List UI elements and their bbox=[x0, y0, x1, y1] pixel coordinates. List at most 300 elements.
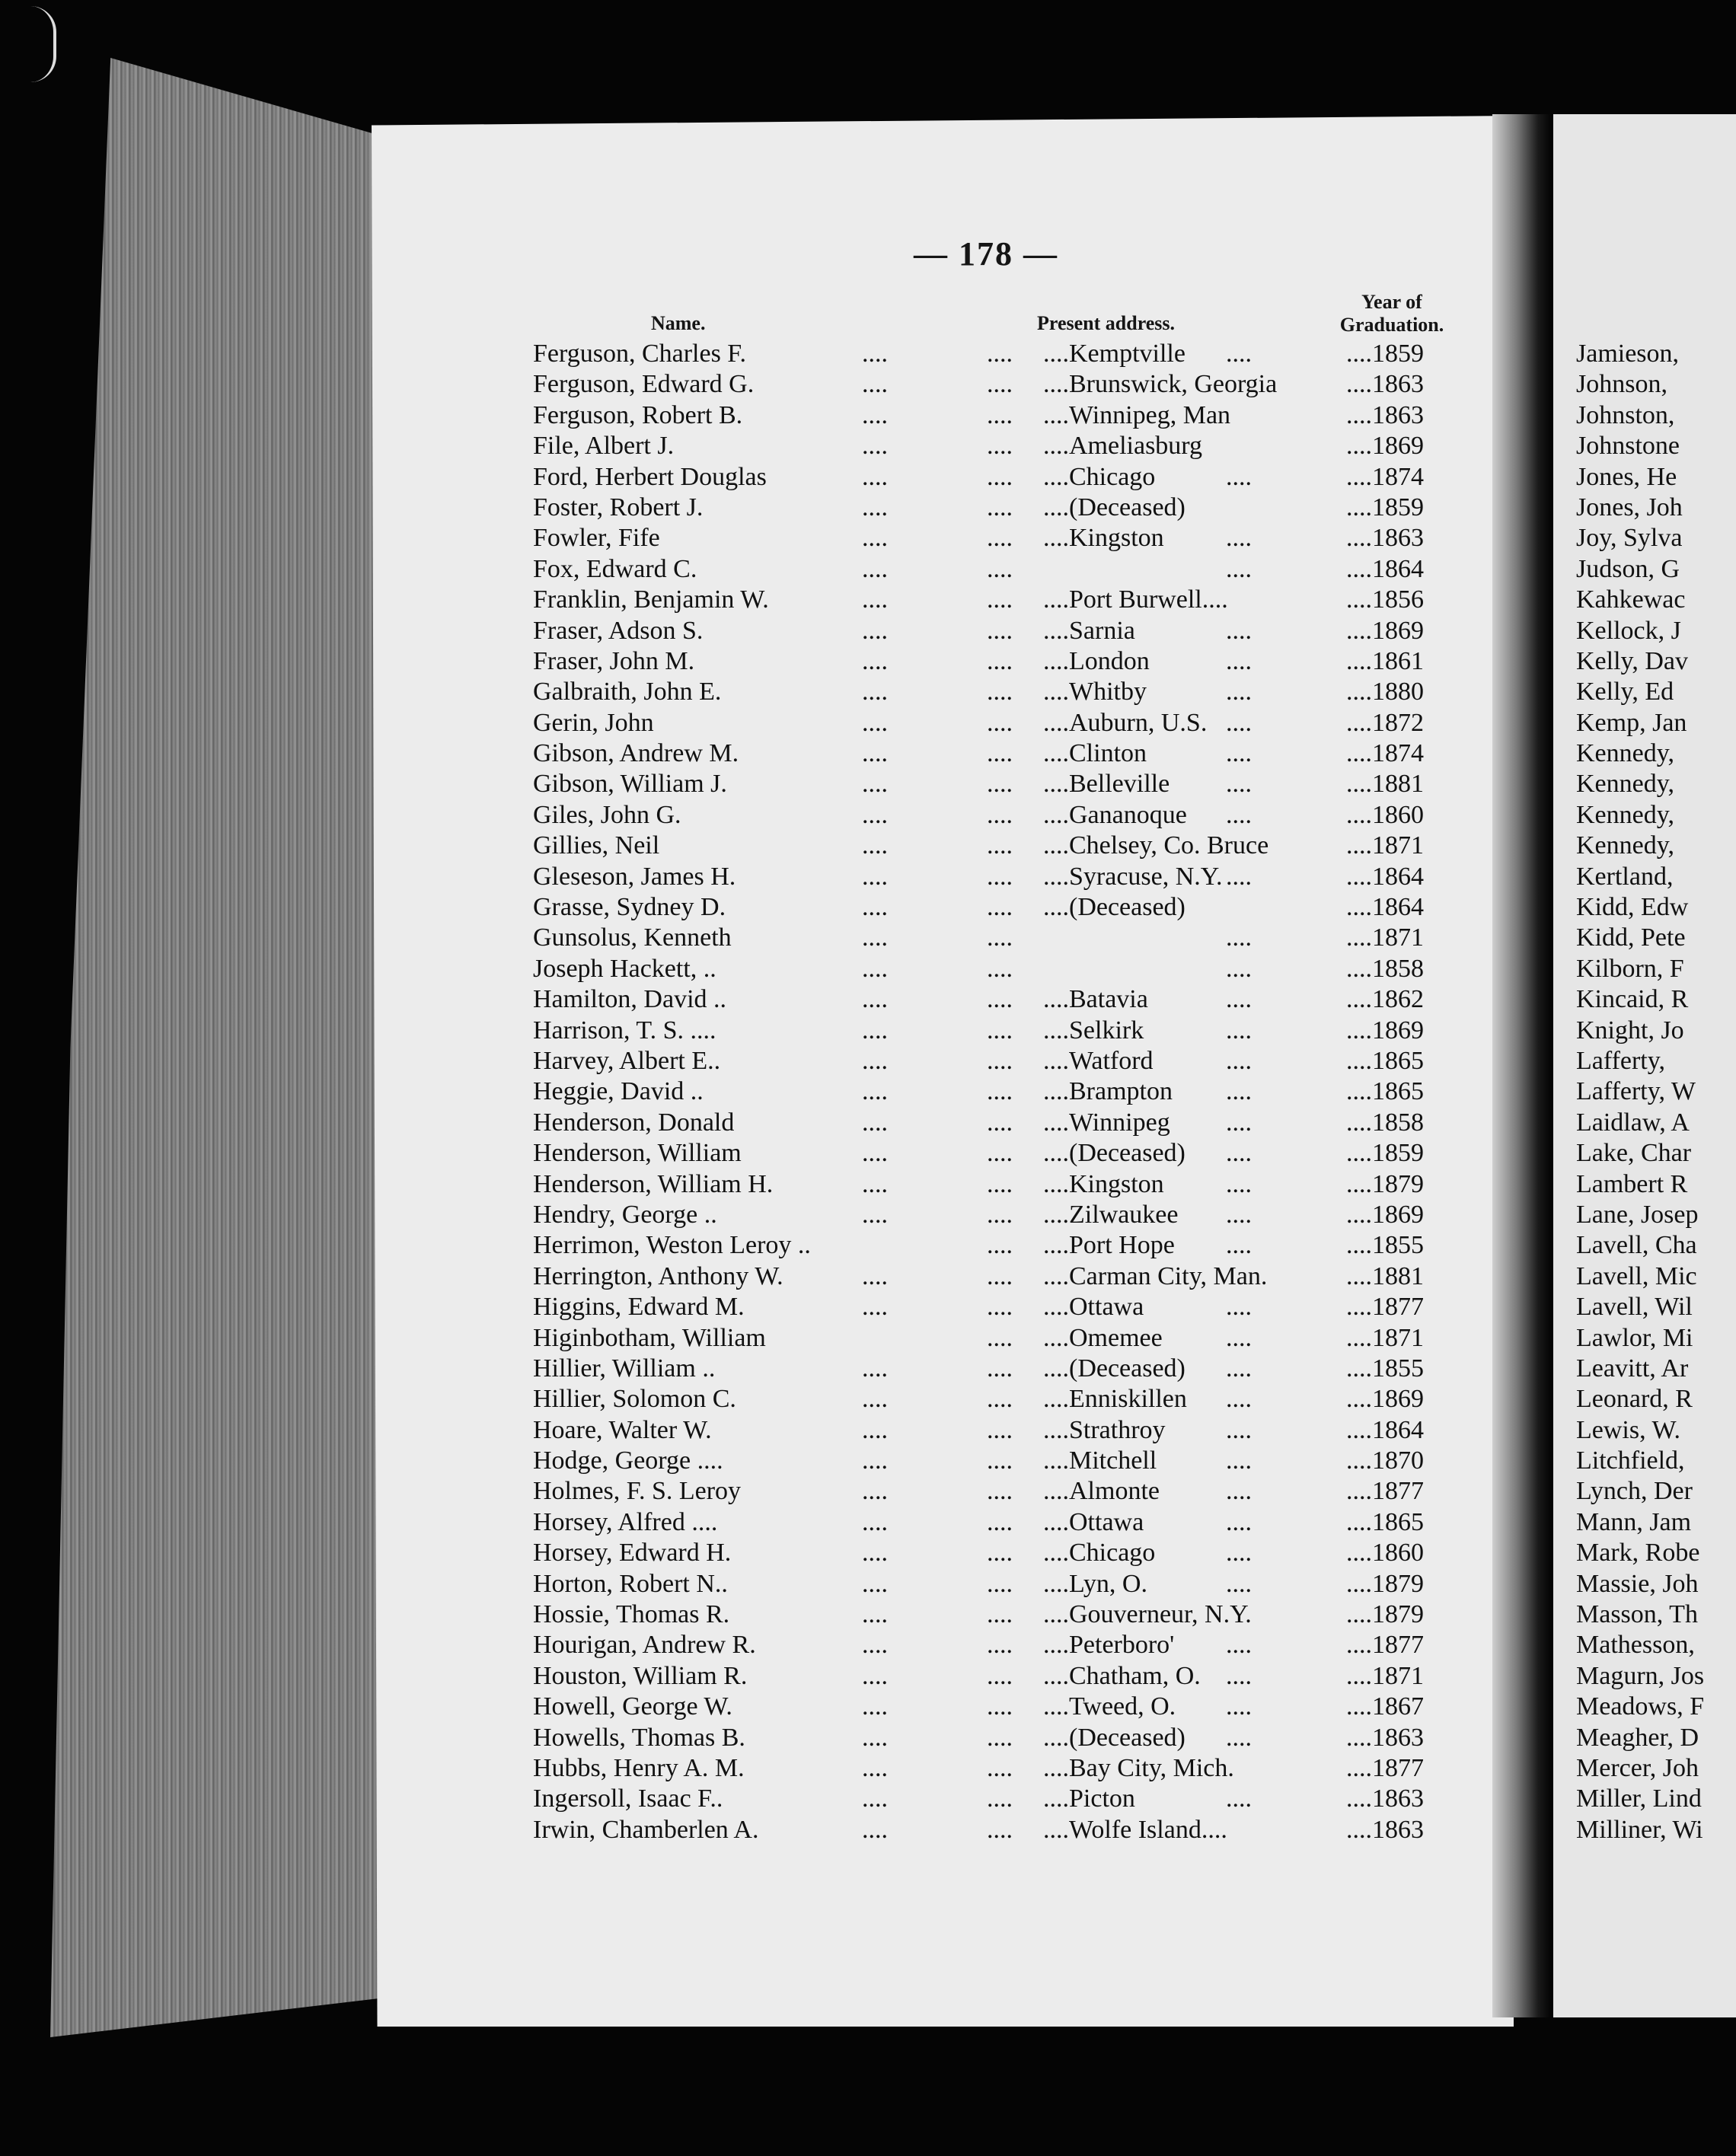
leader-dots: .... bbox=[862, 1385, 888, 1414]
leader-dots: .... bbox=[987, 462, 1013, 491]
graduate-name: Hamilton, David .. bbox=[533, 985, 727, 1014]
graduate-address: ....(Deceased) bbox=[1043, 1354, 1186, 1383]
leader-dots: .... bbox=[1226, 1415, 1252, 1444]
graduate-address: ....Chelsey, Co. Bruce bbox=[1043, 831, 1269, 860]
graduate-name: Hodge, George .... bbox=[533, 1446, 723, 1475]
graduation-year: ....1860 bbox=[1346, 800, 1424, 829]
leader-dots: .... bbox=[1226, 1108, 1252, 1137]
leader-dots: .... bbox=[1226, 1477, 1252, 1506]
graduate-name: Ingersoll, Isaac F.. bbox=[533, 1784, 723, 1813]
graduation-year: ....1881 bbox=[1346, 1261, 1424, 1290]
graduate-name: Henderson, William H. bbox=[533, 1169, 774, 1198]
graduate-address: ....(Deceased) bbox=[1043, 1723, 1186, 1752]
header-year-line1: Year of bbox=[1361, 291, 1422, 313]
leader-dots: .... bbox=[987, 1784, 1013, 1813]
graduate-address: ....Ottawa bbox=[1043, 1293, 1144, 1322]
leader-dots: .... bbox=[987, 400, 1013, 429]
leader-dots: .... bbox=[862, 1600, 888, 1629]
graduate-name: Higgins, Edward M. bbox=[533, 1293, 745, 1322]
graduate-name: Franklin, Benjamin W. bbox=[533, 585, 769, 614]
leader-dots: .... bbox=[987, 1139, 1013, 1168]
right-page-entry: Miller, Lind bbox=[1576, 1784, 1702, 1813]
graduate-address: ....Kingston bbox=[1043, 524, 1164, 553]
graduate-name: Houston, William R. bbox=[533, 1661, 748, 1690]
graduate-address: ....London bbox=[1043, 646, 1150, 675]
graduation-year: ....1864 bbox=[1346, 893, 1424, 922]
graduate-name: Harvey, Albert E.. bbox=[533, 1046, 721, 1075]
graduate-name: Hossie, Thomas R. bbox=[533, 1600, 730, 1629]
graduate-name: Howell, George W. bbox=[533, 1692, 732, 1721]
leader-dots: .... bbox=[862, 985, 888, 1014]
right-page-entry: Kennedy, bbox=[1576, 739, 1675, 768]
leader-dots: .... bbox=[987, 340, 1013, 368]
leader-dots: .... bbox=[1226, 1293, 1252, 1322]
leader-dots: .... bbox=[1226, 646, 1252, 675]
graduate-address: ....Tweed, O. bbox=[1043, 1692, 1176, 1721]
leader-dots: .... bbox=[987, 432, 1013, 461]
right-page-entry: Lavell, Cha bbox=[1576, 1231, 1697, 1260]
leader-dots: .... bbox=[862, 1477, 888, 1506]
graduation-year: ....1863 bbox=[1346, 400, 1424, 429]
graduate-address: ....Selkirk bbox=[1043, 1016, 1144, 1045]
graduate-address: ....Wolfe Island.... bbox=[1043, 1815, 1227, 1844]
leader-dots: .... bbox=[987, 708, 1013, 737]
leader-dots: .... bbox=[862, 646, 888, 675]
leader-dots: .... bbox=[1226, 1077, 1252, 1106]
graduate-name: Fraser, Adson S. bbox=[533, 616, 704, 645]
graduate-name: Horsey, Edward H. bbox=[533, 1539, 732, 1568]
header-year bbox=[1323, 291, 1460, 336]
graduation-year: ....1855 bbox=[1346, 1354, 1424, 1383]
right-page-entry: Mann, Jam bbox=[1576, 1507, 1692, 1536]
leader-dots: .... bbox=[862, 1446, 888, 1475]
right-page-entry: Kelly, Dav bbox=[1576, 646, 1688, 675]
leader-dots: .... bbox=[862, 1723, 888, 1752]
leader-dots: .... bbox=[987, 616, 1013, 645]
graduate-address: ....Kingston bbox=[1043, 1169, 1164, 1198]
graduation-year: ....1864 bbox=[1346, 554, 1424, 583]
leader-dots: .... bbox=[862, 1261, 888, 1290]
right-page-entry: Jamieson, bbox=[1576, 340, 1680, 368]
leader-dots: .... bbox=[1226, 862, 1252, 891]
graduate-address: ....Whitby bbox=[1043, 678, 1147, 706]
right-page-list bbox=[1576, 340, 1736, 1846]
leader-dots: .... bbox=[987, 893, 1013, 922]
leader-dots: .... bbox=[862, 1631, 888, 1660]
leader-dots: .... bbox=[1226, 1784, 1252, 1813]
graduate-name: Higinbotham, William bbox=[533, 1323, 766, 1352]
right-page-entry: Jones, He bbox=[1576, 462, 1677, 491]
graduate-name: Joseph Hackett, .. bbox=[533, 954, 716, 983]
leader-dots: .... bbox=[987, 1600, 1013, 1629]
right-page-entry: Kidd, Edw bbox=[1576, 893, 1689, 922]
graduate-address: ....(Deceased) bbox=[1043, 893, 1186, 922]
right-page-entry: Kidd, Pete bbox=[1576, 923, 1686, 952]
right-page-entry: Meagher, D bbox=[1576, 1723, 1699, 1752]
leader-dots: .... bbox=[862, 554, 888, 583]
leader-dots: .... bbox=[987, 923, 1013, 952]
graduate-address: ....Bay City, Mich. bbox=[1043, 1753, 1234, 1782]
leader-dots: .... bbox=[987, 1323, 1013, 1352]
graduation-year: ....1879 bbox=[1346, 1600, 1424, 1629]
graduate-address: ....Picton bbox=[1043, 1784, 1135, 1813]
leader-dots: .... bbox=[987, 862, 1013, 891]
leader-dots: .... bbox=[987, 1169, 1013, 1198]
graduate-name: Giles, John G. bbox=[533, 800, 681, 829]
leader-dots: .... bbox=[987, 1815, 1013, 1844]
leader-dots: .... bbox=[987, 524, 1013, 553]
graduation-year: ....1872 bbox=[1346, 708, 1424, 737]
leader-dots: .... bbox=[862, 800, 888, 829]
leader-dots: .... bbox=[1226, 340, 1252, 368]
right-page-entry: Lafferty, bbox=[1576, 1046, 1666, 1075]
leader-dots: .... bbox=[862, 1169, 888, 1198]
graduate-name: Herrington, Anthony W. bbox=[533, 1261, 783, 1290]
graduation-year: ....1864 bbox=[1346, 1415, 1424, 1444]
leader-dots: .... bbox=[987, 1753, 1013, 1782]
graduate-address: ....Kemptville bbox=[1043, 340, 1186, 368]
leader-dots: .... bbox=[862, 1016, 888, 1045]
right-page-entry: Leavitt, Ar bbox=[1576, 1354, 1689, 1383]
leader-dots: .... bbox=[862, 1139, 888, 1168]
leader-dots: .... bbox=[1226, 554, 1252, 583]
graduation-year: ....1880 bbox=[1346, 678, 1424, 706]
leader-dots: .... bbox=[987, 985, 1013, 1014]
right-page-entry: Kennedy, bbox=[1576, 800, 1675, 829]
leader-dots: .... bbox=[987, 1539, 1013, 1568]
graduation-year: ....1859 bbox=[1346, 493, 1424, 521]
leader-dots: .... bbox=[987, 1661, 1013, 1690]
leader-dots: .... bbox=[987, 493, 1013, 521]
leader-dots: .... bbox=[987, 1077, 1013, 1106]
right-page-entry: Kellock, J bbox=[1576, 616, 1681, 645]
graduate-address: ....Strathroy bbox=[1043, 1415, 1166, 1444]
right-page-entry: Kemp, Jan bbox=[1576, 708, 1687, 737]
right-page-entry: Lewis, W. bbox=[1576, 1415, 1680, 1444]
right-page-entry: Kahkewac bbox=[1576, 585, 1686, 614]
graduate-address: ....Belleville bbox=[1043, 770, 1170, 799]
leader-dots: .... bbox=[987, 1016, 1013, 1045]
leader-dots: .... bbox=[862, 708, 888, 737]
graduate-name: Foster, Robert J. bbox=[533, 493, 704, 521]
graduation-year: ....1863 bbox=[1346, 1723, 1424, 1752]
leader-dots: .... bbox=[862, 585, 888, 614]
graduate-name: Hillier, William .. bbox=[533, 1354, 716, 1383]
right-page-entry: Kelly, Ed bbox=[1576, 678, 1674, 706]
graduate-name: Heggie, David .. bbox=[533, 1077, 704, 1106]
graduate-name: Horton, Robert N.. bbox=[533, 1569, 728, 1598]
leader-dots: .... bbox=[987, 1108, 1013, 1137]
right-page-entry: Milliner, Wi bbox=[1576, 1815, 1703, 1844]
graduation-year: ....1855 bbox=[1346, 1231, 1424, 1260]
leader-dots: .... bbox=[1226, 1507, 1252, 1536]
graduation-year: ....1871 bbox=[1346, 923, 1424, 952]
graduation-year: ....1879 bbox=[1346, 1169, 1424, 1198]
graduation-year: ....1858 bbox=[1346, 1108, 1424, 1137]
leader-dots: .... bbox=[1226, 954, 1252, 983]
graduate-address: ....Brunswick, Georgia bbox=[1043, 370, 1278, 399]
right-page-entry: Lake, Char bbox=[1576, 1139, 1692, 1168]
graduate-address: ....Chicago bbox=[1043, 462, 1156, 491]
right-page-entry: Lynch, Der bbox=[1576, 1477, 1693, 1506]
graduate-address: ....Batavia bbox=[1043, 985, 1148, 1014]
right-page-entry: Magurn, Jos bbox=[1576, 1661, 1705, 1690]
graduate-address: ....Carman City, Man. bbox=[1043, 1261, 1268, 1290]
leader-dots: .... bbox=[987, 1507, 1013, 1536]
graduation-year: ....1869 bbox=[1346, 1200, 1424, 1229]
leader-dots: .... bbox=[987, 1231, 1013, 1260]
graduate-name: Hendry, George .. bbox=[533, 1200, 717, 1229]
right-page-entry: Knight, Jo bbox=[1576, 1016, 1684, 1045]
graduate-name: Hoare, Walter W. bbox=[533, 1415, 712, 1444]
right-page-entry: Litchfield, bbox=[1576, 1446, 1685, 1475]
graduation-year: ....1871 bbox=[1346, 1661, 1424, 1690]
leader-dots: .... bbox=[862, 1507, 888, 1536]
graduate-name: Howells, Thomas B. bbox=[533, 1723, 745, 1752]
graduation-year: ....1859 bbox=[1346, 1139, 1424, 1168]
right-page-entry: Kennedy, bbox=[1576, 770, 1675, 799]
right-page-entry: Kertland, bbox=[1576, 862, 1674, 891]
leader-dots: .... bbox=[862, 893, 888, 922]
graduate-name: Fox, Edward C. bbox=[533, 554, 697, 583]
right-page-entry: Leonard, R bbox=[1576, 1385, 1693, 1414]
leader-dots: .... bbox=[1226, 1569, 1252, 1598]
leader-dots: .... bbox=[987, 1692, 1013, 1721]
leader-dots: .... bbox=[862, 1539, 888, 1568]
graduate-address: ....Port Burwell.... bbox=[1043, 585, 1228, 614]
leader-dots: .... bbox=[1226, 1323, 1252, 1352]
graduate-name: Fowler, Fife bbox=[533, 524, 660, 553]
leader-dots: .... bbox=[987, 1631, 1013, 1660]
graduate-address: ....(Deceased) bbox=[1043, 1139, 1186, 1168]
graduate-name: Ferguson, Edward G. bbox=[533, 370, 755, 399]
graduate-address: ....Gouverneur, N.Y. bbox=[1043, 1600, 1252, 1629]
graduation-year: ....1874 bbox=[1346, 462, 1424, 491]
graduate-name: Henderson, Donald bbox=[533, 1108, 735, 1137]
graduation-year: ....1863 bbox=[1346, 1784, 1424, 1813]
graduation-year: ....1869 bbox=[1346, 432, 1424, 461]
right-page-entry: Johnston, bbox=[1576, 400, 1675, 429]
graduate-address: ....Ameliasburg bbox=[1043, 432, 1203, 461]
book-page-edges bbox=[50, 58, 385, 2037]
leader-dots: .... bbox=[862, 616, 888, 645]
graduate-address: ....Gananoque bbox=[1043, 800, 1187, 829]
leader-dots: .... bbox=[862, 1661, 888, 1690]
leader-dots: .... bbox=[862, 1569, 888, 1598]
graduation-year: ....1869 bbox=[1346, 616, 1424, 645]
graduate-name: Harrison, T. S. .... bbox=[533, 1016, 716, 1045]
graduation-year: ....1877 bbox=[1346, 1631, 1424, 1660]
leader-dots: .... bbox=[1226, 1385, 1252, 1414]
right-page-entry: Lavell, Wil bbox=[1576, 1293, 1693, 1322]
graduation-year: ....1863 bbox=[1346, 370, 1424, 399]
leader-dots: .... bbox=[1226, 1661, 1252, 1690]
leader-dots: .... bbox=[987, 1385, 1013, 1414]
graduate-name: Henderson, William bbox=[533, 1139, 742, 1168]
leader-dots: .... bbox=[862, 340, 888, 368]
graduate-address: ....Winnipeg bbox=[1043, 1108, 1170, 1137]
leader-dots: .... bbox=[862, 1415, 888, 1444]
leader-dots: .... bbox=[862, 1293, 888, 1322]
leader-dots: .... bbox=[862, 831, 888, 860]
graduate-name: Horsey, Alfred .... bbox=[533, 1507, 718, 1536]
graduate-name: Hourigan, Andrew R. bbox=[533, 1631, 756, 1660]
leader-dots: .... bbox=[987, 646, 1013, 675]
leader-dots: .... bbox=[862, 923, 888, 952]
leader-dots: .... bbox=[1226, 1723, 1252, 1752]
graduate-address: ....Brampton bbox=[1043, 1077, 1173, 1106]
leader-dots: .... bbox=[1226, 1354, 1252, 1383]
leader-dots: .... bbox=[1226, 1200, 1252, 1229]
leader-dots: .... bbox=[987, 1569, 1013, 1598]
leader-dots: .... bbox=[987, 1354, 1013, 1383]
graduation-year: ....1881 bbox=[1346, 770, 1424, 799]
graduate-name: Gleseson, James H. bbox=[533, 862, 736, 891]
leader-dots: .... bbox=[1226, 678, 1252, 706]
leader-dots: .... bbox=[862, 370, 888, 399]
leader-dots: .... bbox=[1226, 923, 1252, 952]
leader-dots: .... bbox=[987, 800, 1013, 829]
graduate-name: Hillier, Solomon C. bbox=[533, 1385, 736, 1414]
leader-dots: .... bbox=[1226, 1539, 1252, 1568]
leader-dots: .... bbox=[987, 678, 1013, 706]
leader-dots: .... bbox=[987, 554, 1013, 583]
graduate-name: Gerin, John bbox=[533, 708, 654, 737]
leader-dots: .... bbox=[1226, 524, 1252, 553]
right-page-entry: Johnson, bbox=[1576, 370, 1667, 399]
graduate-name: Fraser, John M. bbox=[533, 646, 695, 675]
leader-dots: .... bbox=[987, 585, 1013, 614]
graduation-year: ....1877 bbox=[1346, 1293, 1424, 1322]
graduate-name: Gillies, Neil bbox=[533, 831, 660, 860]
leader-dots: .... bbox=[987, 739, 1013, 768]
right-page-entry: Kennedy, bbox=[1576, 831, 1675, 860]
leader-dots: .... bbox=[862, 524, 888, 553]
graduation-year: ....1865 bbox=[1346, 1046, 1424, 1075]
leader-dots: .... bbox=[987, 1046, 1013, 1075]
leader-dots: .... bbox=[862, 1108, 888, 1137]
right-page-entry: Lafferty, W bbox=[1576, 1077, 1696, 1106]
leader-dots: .... bbox=[862, 1200, 888, 1229]
graduate-address: ....Chicago bbox=[1043, 1539, 1156, 1568]
graduate-name: Holmes, F. S. Leroy bbox=[533, 1477, 742, 1506]
leader-dots: .... bbox=[987, 1293, 1013, 1322]
leader-dots: .... bbox=[1226, 1446, 1252, 1475]
graduation-year: ....1858 bbox=[1346, 954, 1424, 983]
leader-dots: .... bbox=[987, 1415, 1013, 1444]
graduation-year: ....1860 bbox=[1346, 1539, 1424, 1568]
graduation-year: ....1877 bbox=[1346, 1753, 1424, 1782]
right-page-entry: Judson, G bbox=[1576, 554, 1680, 583]
leader-dots: .... bbox=[862, 493, 888, 521]
leader-dots: .... bbox=[862, 400, 888, 429]
graduate-address: ....Auburn, U.S. bbox=[1043, 708, 1208, 737]
book-gutter bbox=[1492, 114, 1553, 2017]
graduation-year: ....1867 bbox=[1346, 1692, 1424, 1721]
leader-dots: .... bbox=[862, 432, 888, 461]
leader-dots: .... bbox=[987, 1446, 1013, 1475]
graduate-address: ....Zilwaukee bbox=[1043, 1200, 1179, 1229]
header-year-line2: Graduation. bbox=[1339, 314, 1444, 336]
right-page-entry: Mark, Robe bbox=[1576, 1539, 1700, 1568]
leader-dots: .... bbox=[1226, 985, 1252, 1014]
leader-dots: .... bbox=[862, 739, 888, 768]
leader-dots: .... bbox=[1226, 616, 1252, 645]
leader-dots: .... bbox=[862, 1692, 888, 1721]
right-page-entry: Lavell, Mic bbox=[1576, 1261, 1697, 1290]
leader-dots: .... bbox=[987, 1261, 1013, 1290]
graduate-name: Ford, Herbert Douglas bbox=[533, 462, 767, 491]
page-number: — 178 — bbox=[914, 235, 1058, 273]
header-address: Present address. bbox=[1037, 312, 1176, 334]
leader-dots: .... bbox=[862, 1815, 888, 1844]
graduate-address: ....Mitchell bbox=[1043, 1446, 1157, 1475]
graduate-address: ....Omemee bbox=[1043, 1323, 1163, 1352]
right-page-entry: Lambert R bbox=[1576, 1169, 1688, 1198]
leader-dots: .... bbox=[1226, 462, 1252, 491]
leader-dots: .... bbox=[987, 770, 1013, 799]
graduation-year: ....1874 bbox=[1346, 739, 1424, 768]
leader-dots: .... bbox=[1226, 739, 1252, 768]
leader-dots: .... bbox=[862, 770, 888, 799]
leader-dots: .... bbox=[987, 1723, 1013, 1752]
right-page-entry: Massie, Joh bbox=[1576, 1569, 1699, 1598]
graduation-year: ....1864 bbox=[1346, 862, 1424, 891]
right-page-entry: Masson, Th bbox=[1576, 1600, 1698, 1629]
right-page-entry: Lane, Josep bbox=[1576, 1200, 1699, 1229]
graduate-address: ....Peterboro' bbox=[1043, 1631, 1175, 1660]
leader-dots: .... bbox=[1226, 770, 1252, 799]
leader-dots: .... bbox=[862, 678, 888, 706]
graduate-name: Hubbs, Henry A. M. bbox=[533, 1753, 745, 1782]
graduate-name: Gibson, Andrew M. bbox=[533, 739, 739, 768]
film-scratch bbox=[30, 6, 56, 82]
graduate-name: Ferguson, Charles F. bbox=[533, 340, 746, 368]
graduate-name: Herrimon, Weston Leroy .. bbox=[533, 1231, 811, 1260]
right-page-entry: Lawlor, Mi bbox=[1576, 1323, 1693, 1352]
graduate-address: ....Syracuse, N.Y. bbox=[1043, 862, 1223, 891]
right-page-entry: Laidlaw, A bbox=[1576, 1108, 1690, 1137]
graduate-name: Irwin, Chamberlen A. bbox=[533, 1815, 759, 1844]
graduation-year: ....1865 bbox=[1346, 1507, 1424, 1536]
leader-dots: .... bbox=[987, 1477, 1013, 1506]
graduate-name: Gibson, William J. bbox=[533, 770, 727, 799]
right-page-entry: Johnstone bbox=[1576, 432, 1680, 461]
graduation-year: ....1863 bbox=[1346, 524, 1424, 553]
right-page-entry: Joy, Sylva bbox=[1576, 524, 1683, 553]
leader-dots: .... bbox=[862, 1046, 888, 1075]
leader-dots: .... bbox=[1226, 1231, 1252, 1260]
leader-dots: .... bbox=[862, 1753, 888, 1782]
right-page-entry: Mathesson, bbox=[1576, 1631, 1695, 1660]
graduate-address: ....Port Hope bbox=[1043, 1231, 1175, 1260]
leader-dots: .... bbox=[862, 1077, 888, 1106]
graduate-name: File, Albert J. bbox=[533, 432, 675, 461]
graduation-year: ....1869 bbox=[1346, 1016, 1424, 1045]
leader-dots: .... bbox=[1226, 1631, 1252, 1660]
graduate-address: ....Chatham, O. bbox=[1043, 1661, 1201, 1690]
graduate-address: ....Ottawa bbox=[1043, 1507, 1144, 1536]
right-page-entry: Meadows, F bbox=[1576, 1692, 1705, 1721]
leader-dots: .... bbox=[1226, 1139, 1252, 1168]
leader-dots: .... bbox=[862, 954, 888, 983]
leader-dots: .... bbox=[987, 954, 1013, 983]
right-page-entry: Kilborn, F bbox=[1576, 954, 1684, 983]
graduation-year: ....1862 bbox=[1346, 985, 1424, 1014]
graduation-year: ....1870 bbox=[1346, 1446, 1424, 1475]
leader-dots: .... bbox=[1226, 708, 1252, 737]
leader-dots: .... bbox=[862, 462, 888, 491]
